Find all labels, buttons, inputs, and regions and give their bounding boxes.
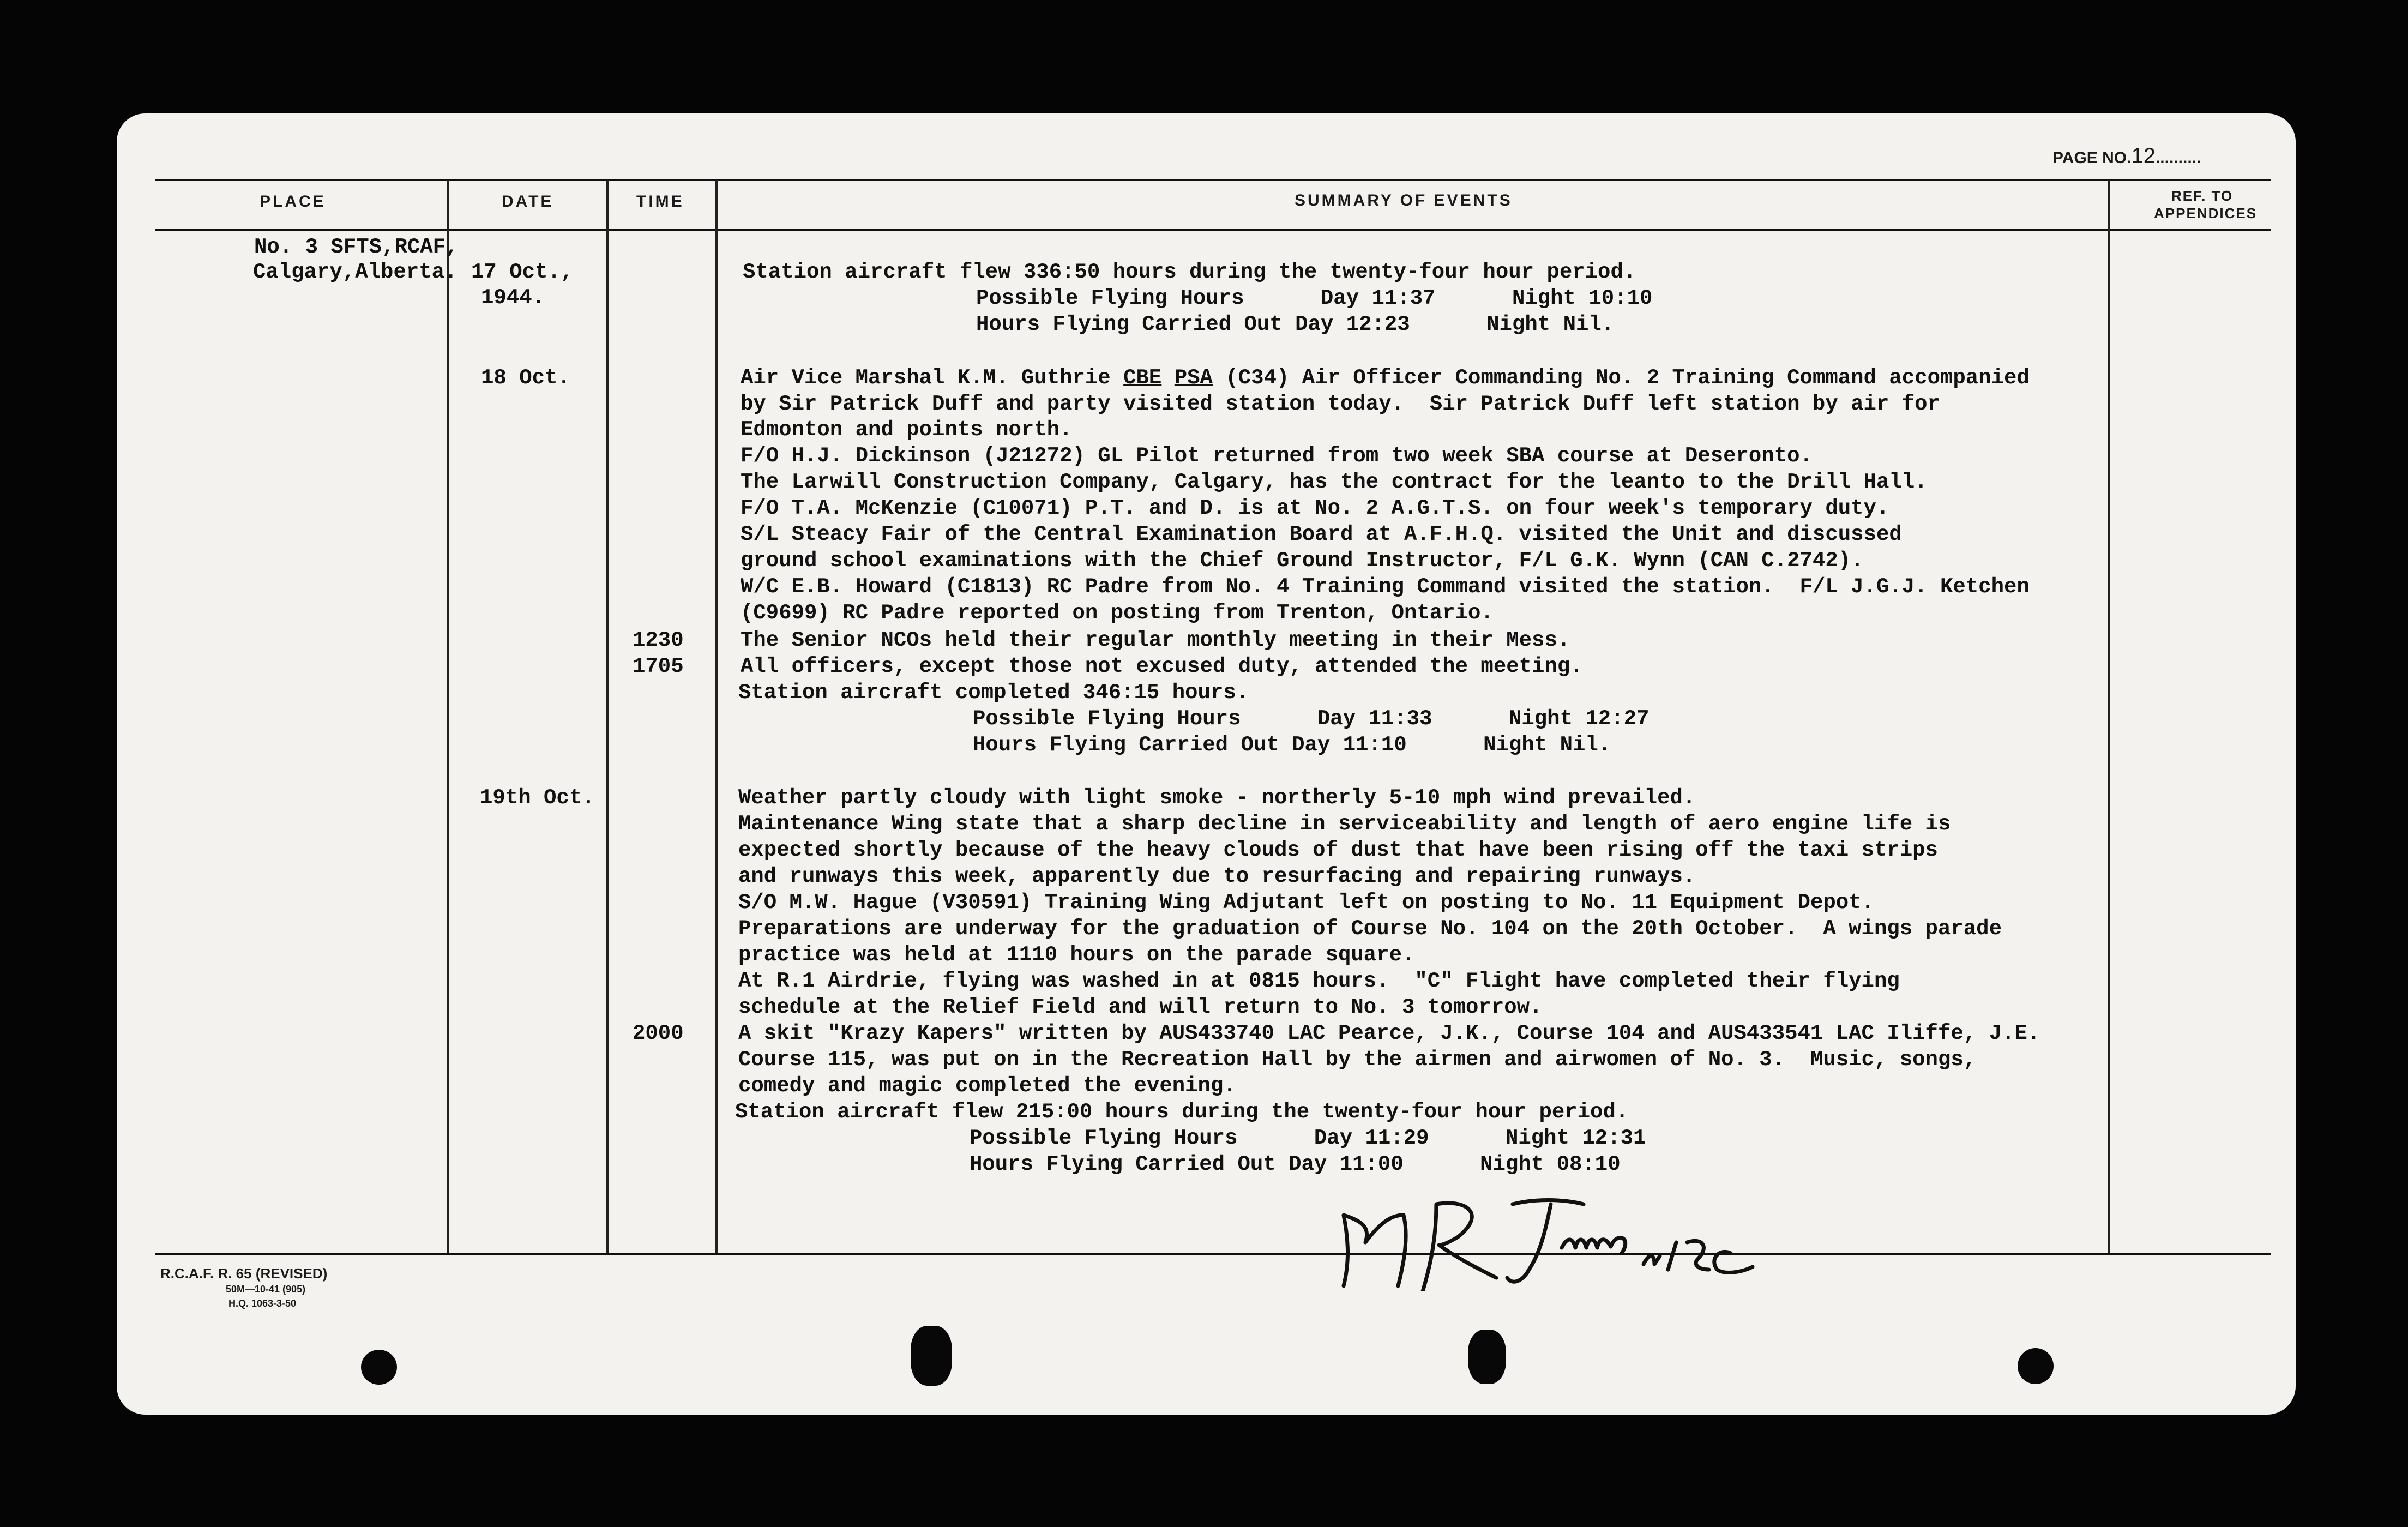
entry-line: Hours Flying Carried Out Day 12:23 Night Nil. bbox=[976, 312, 1615, 336]
entry-line: Weather partly cloudy with light smoke - northerly 5-10 mph wind prevailed. bbox=[738, 786, 1696, 810]
entry-line: All officers, except those not excused duty, attended the meeting. bbox=[741, 654, 1583, 678]
binder-hole bbox=[1468, 1330, 1506, 1384]
entry-line: and runways this week, apparently due to resurfacing and repairing runways. bbox=[738, 864, 1696, 888]
entry-line: F/O T.A. McKenzie (C10071) P.T. and D. is at No. 2 A.G.T.S. on four week's temporary duty. bbox=[741, 496, 1889, 520]
header-ref-line1: REF. TO bbox=[2171, 188, 2234, 204]
entry-line: Hours Flying Carried Out Day 11:10 Night Nil. bbox=[973, 733, 1611, 757]
diary-page bbox=[117, 113, 2296, 1415]
entry-line: Preparations are underway for the graduation of Course No. 104 on the 20th October. A wings parade bbox=[738, 917, 2002, 941]
time-1230: 1230 bbox=[633, 628, 684, 652]
header-time: TIME bbox=[636, 193, 684, 211]
header-place: PLACE bbox=[260, 193, 326, 211]
entry-line: Station aircraft flew 215:00 hours during the twenty-four hour period. bbox=[735, 1100, 1629, 1124]
entry-line: comedy and magic completed the evening. bbox=[738, 1074, 1236, 1098]
date-17-oct: 17 Oct., bbox=[471, 260, 574, 284]
column-divider-place bbox=[447, 180, 449, 1253]
entry-line: Possible Flying Hours Day 11:33 Night 12:27 bbox=[973, 707, 1650, 731]
entry-line: Station aircraft flew 336:50 hours during the twenty-four hour period. bbox=[743, 260, 1636, 284]
place-line2: Calgary,Alberta. bbox=[253, 260, 457, 284]
entry-line: (C9699) RC Padre reported on posting from Trenton, Ontario. bbox=[741, 601, 1494, 625]
entry-line: by Sir Patrick Duff and party visited station today. Sir Patrick Duff left station by air for bbox=[741, 392, 1940, 416]
entry-line: S/O M.W. Hague (V30591) Training Wing Adjutant left on posting to No. 11 Equipment Depot. bbox=[738, 891, 1874, 915]
entry-line: F/O H.J. Dickinson (J21272) GL Pilot returned from two week SBA course at Deseronto. bbox=[741, 444, 1813, 468]
entry-line: S/L Steacy Fair of the Central Examination Board at A.F.H.Q. visited the Unit and discussed bbox=[741, 522, 1902, 546]
header-top-rule bbox=[155, 179, 2271, 181]
entry-line: At R.1 Airdrie, flying was washed in at 0815 hours. "C" Flight have completed their flying bbox=[738, 969, 1900, 993]
binder-hole bbox=[911, 1326, 952, 1386]
time-2000: 2000 bbox=[633, 1021, 684, 1045]
entry-line: Hours Flying Carried Out Day 11:00 Night 08:10 bbox=[970, 1152, 1621, 1176]
entry-line: schedule at the Relief Field and will return to No. 3 tomorrow. bbox=[738, 995, 1543, 1019]
binder-hole bbox=[361, 1350, 397, 1385]
page-number-label: PAGE NO.12.......... bbox=[2052, 144, 2201, 168]
entry-line: Course 115, was put on in the Recreation Hall by the airmen and airwomen of No. 3. Music, songs, bbox=[738, 1048, 1977, 1072]
page-number-value: 12 bbox=[2131, 144, 2156, 168]
header-summary: SUMMARY OF EVENTS bbox=[1295, 191, 1513, 209]
header-ref-line2: APPENDICES bbox=[2154, 205, 2258, 221]
date-1944: 1944. bbox=[481, 286, 545, 310]
entry-line: The Larwill Construction Company, Calgary, has the contract for the leanto to the Drill Hall. bbox=[741, 470, 1928, 494]
signature bbox=[1327, 1182, 1796, 1291]
date-18-oct: 18 Oct. bbox=[481, 366, 570, 390]
entry-line: ground school examinations with the Chief Ground Instructor, F/L G.K. Wynn (CAN C.2742). bbox=[741, 549, 1864, 573]
entry-line: Possible Flying Hours Day 11:37 Night 10:10 bbox=[976, 286, 1653, 310]
column-divider-summary bbox=[2108, 180, 2110, 1253]
form-hq-line: H.Q. 1063-3-50 bbox=[228, 1298, 297, 1309]
table-bottom-rule bbox=[155, 1253, 2271, 1255]
header-bottom-rule bbox=[155, 229, 2271, 231]
entry-line: Air Vice Marshal K.M. Guthrie CBE PSA (C34) Air Officer Commanding No. 2 Training Command accompanied bbox=[741, 366, 2030, 390]
form-print-line: 50M—10-41 (905) bbox=[226, 1284, 306, 1295]
place-line1: No. 3 SFTS,RCAF, bbox=[254, 235, 459, 259]
entry-line: Edmonton and points north. bbox=[741, 418, 1073, 442]
entry-line: Maintenance Wing state that a sharp decline in serviceability and length of aero engine life is bbox=[738, 812, 1951, 836]
date-19-oct: 19th Oct. bbox=[480, 786, 595, 810]
binder-hole bbox=[2018, 1348, 2054, 1384]
entry-line: The Senior NCOs held their regular monthly meeting in their Mess. bbox=[741, 628, 1570, 652]
column-divider-date bbox=[606, 180, 609, 1253]
entry-line: A skit "Krazy Kapers" written by AUS433740 LAC Pearce, J.K., Course 104 and AUS433541 LAC Iliffe, J.E. bbox=[738, 1021, 2040, 1045]
column-divider-time bbox=[715, 180, 718, 1253]
entry-line: Possible Flying Hours Day 11:29 Night 12:31 bbox=[970, 1126, 1646, 1150]
entry-line: practice was held at 1110 hours on the parade square. bbox=[738, 943, 1415, 967]
entry-line: W/C E.B. Howard (C1813) RC Padre from No. 4 Training Command visited the station. F/L J.G.J. Ketchen bbox=[741, 575, 2030, 599]
header-date: DATE bbox=[502, 193, 554, 211]
entry-line: Station aircraft completed 346:15 hours. bbox=[738, 681, 1249, 705]
entry-line: expected shortly because of the heavy clouds of dust that have been rising off the taxi strips bbox=[738, 838, 1938, 862]
form-number: R.C.A.F. R. 65 (REVISED) bbox=[160, 1265, 328, 1282]
time-1705: 1705 bbox=[633, 654, 684, 678]
